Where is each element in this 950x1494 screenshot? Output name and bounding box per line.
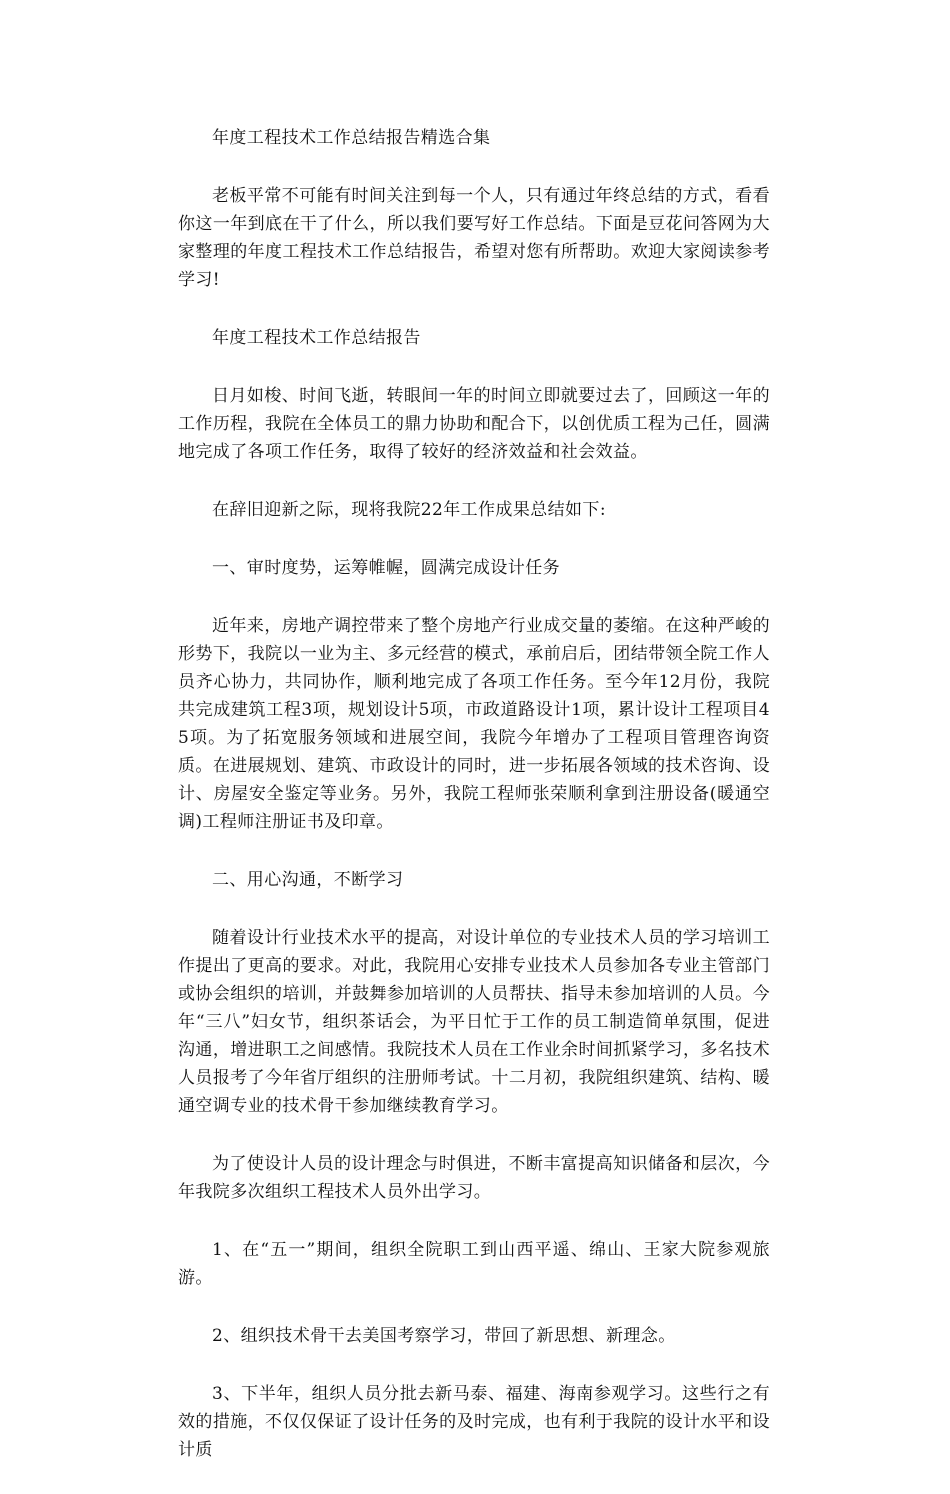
document-title: 年度工程技术工作总结报告精选合集 xyxy=(212,128,491,148)
section-2-heading: 二、用心沟通，不断学习 xyxy=(212,870,404,890)
intro-paragraph: 老板平常不可能有时间关注到每一个人，只有通过年终总结的方式，看看你这一年到底在干了什么，所以我们要写好工作总结。下面是豆花问答网为大家整理的年度工程技术工作总结报告，希望对您有所帮助。欢迎大家阅读参考学习! xyxy=(178,186,770,290)
section-1-body: 近年来，房地产调控带来了整个房地产行业成交量的萎缩。在这种严峻的形势下，我院以一业为主、多元经营的模式，承前启后，团结带领全院工作人员齐心协力，共同协作，顺利地完成了各项工作任务。至今年12月份，我院共完成建筑工程3项，规划设计5项，市政道路设计1项，累计设计工程项目45项。为了拓宽服务领域和进展空间，我院今年增办了工程项目管理咨询资质。在进展规划、建筑、市政设计的同时，进一步拓展各领域的技术咨询、设计、房屋安全鉴定等业务。另外，我院工程师张荣顺利拿到注册设备(暖通空调)工程师注册证书及印章。 xyxy=(178,616,770,832)
report-subtitle: 年度工程技术工作总结报告 xyxy=(212,328,421,348)
section-2-body: 随着设计行业技术水平的提高，对设计单位的专业技术人员的学习培训工作提出了更高的要求。对此，我院用心安排专业技术人员参加各专业主管部门或协会组织的培训，并鼓舞参加培训的人员帮扶、指导未参加培训的人员。今年“三八”妇女节，组织茶话会，为平日忙于工作的员工制造简单氛围，促进沟通，增进职工之间感情。我院技术人员在工作业余时间抓紧学习，多名技术人员报考了今年省厅组织的注册师考试。十二月初，我院组织建筑、结构、暖通空调专业的技术骨干参加继续教育学习。 xyxy=(178,928,770,1116)
paragraph-summary-intro: 在辞旧迎新之际，现将我院22年工作成果总结如下: xyxy=(212,500,606,520)
list-item-2: 2、组织技术骨干去美国考察学习，带回了新思想、新理念。 xyxy=(212,1326,676,1346)
paragraph-study-trips: 为了使设计人员的设计理念与时俱进，不断丰富提高知识储备和层次，今年我院多次组织工程技术人员外出学习。 xyxy=(178,1154,770,1202)
document-body xyxy=(178,124,770,1494)
paragraph-review: 日月如梭、时间飞逝，转眼间一年的时间立即就要过去了，回顾这一年的工作历程，我院在全体员工的鼎力协助和配合下，以创优质工程为己任，圆满地完成了各项工作任务，取得了较好的经济效益和社会效益。 xyxy=(178,386,770,462)
list-item-1: 1、在“五一”期间，组织全院职工到山西平遥、绵山、王家大院参观旅游。 xyxy=(178,1240,770,1288)
section-1-heading: 一、审时度势，运筹帷幄，圆满完成设计任务 xyxy=(212,558,560,578)
list-item-3: 3、下半年，组织人员分批去新马泰、福建、海南参观学习。这些行之有效的措施，不仅仅保证了设计任务的及时完成，也有利于我院的设计水平和设计质 xyxy=(178,1384,770,1460)
